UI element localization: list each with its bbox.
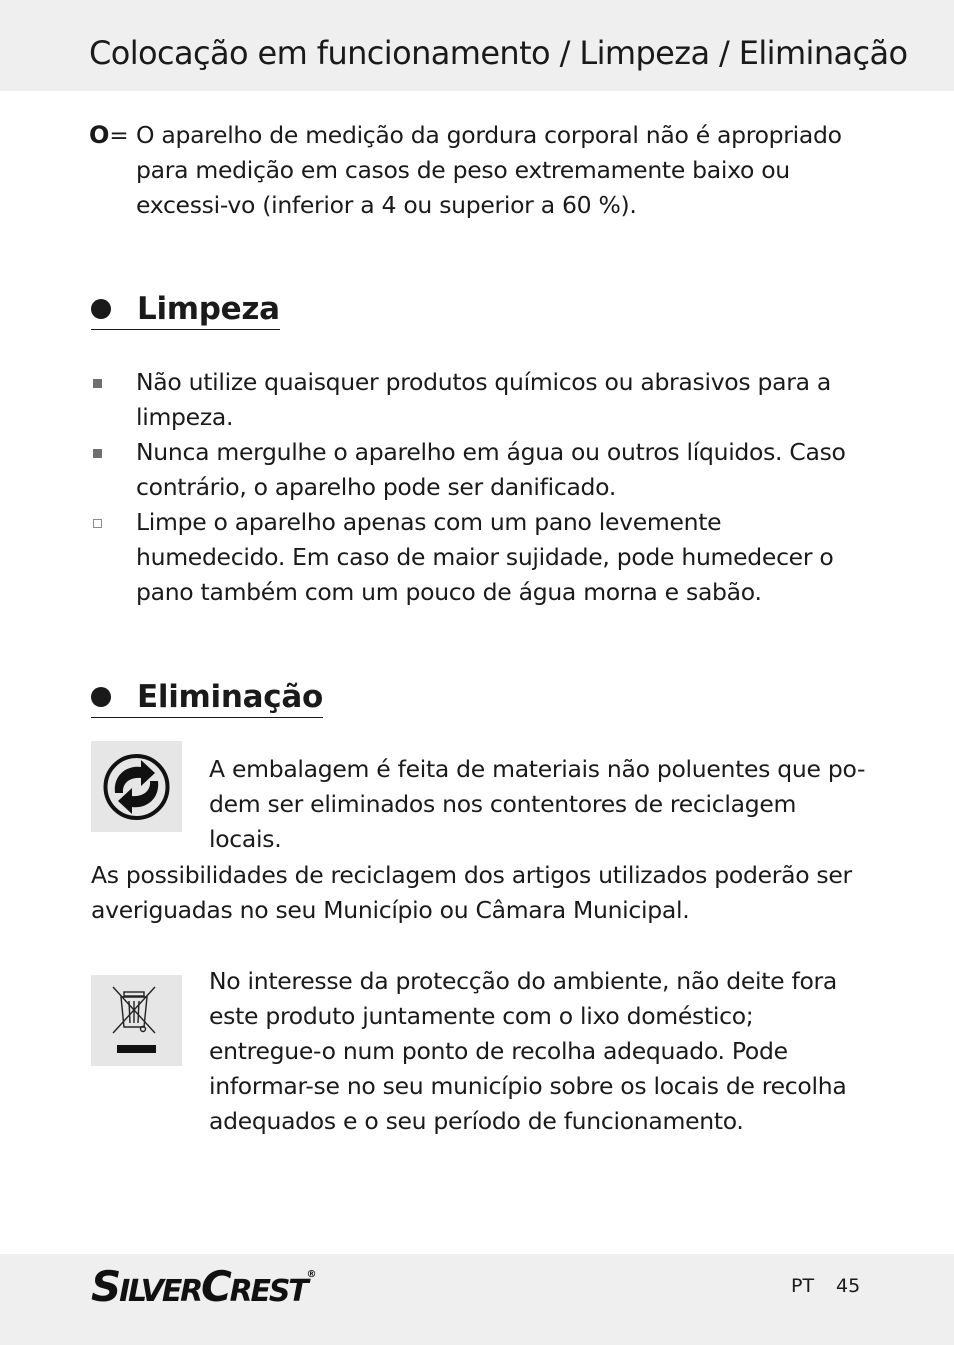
silvercrest-logo: SILVERCREST® [91,1262,317,1311]
weee-text: No interesse da protecção do ambiente, não deite fora este produto juntamente com o lixo doméstico; entregue-o num ponto de recolha adequado. Pode informar-se no seu município sobre os locais de recolha adequados e o seu período de funcionamento. [209,967,847,1135]
list-item [89,365,869,435]
list-item-text: Limpe o aparelho apenas com um pano levemente humedecido. Em caso de maior sujidade, pode humedecer o pano também com um pouco de água morna e sabão. [136,508,834,606]
filled-square-bullet-icon [93,379,102,388]
limpeza-list [89,365,869,610]
list-item [89,435,869,505]
limpeza-heading [91,290,280,330]
hollow-square-bullet-icon [93,519,102,528]
page-header [0,0,954,91]
list-item [89,505,869,610]
intro-note [89,118,869,223]
crossed-out-wheelie-bin-icon [91,975,182,1066]
page-language: PT [791,1275,815,1297]
filled-square-bullet-icon [93,449,102,458]
limpeza-heading-text: Limpeza [137,291,280,327]
bullet-dot-icon [91,687,111,707]
list-item-text: Nunca mergulhe o aparelho em água ou outros líquidos. Caso contrário, o aparelho pode ser danificado. [136,438,846,501]
packaging-text: A embalagem é feita de materiais não poluentes que po-dem ser eliminados nos contentores de reciclagem locais. [209,755,866,853]
bullet-dot-icon [91,299,111,319]
eliminacao-heading-text: Eliminação [137,679,323,715]
symbol-letter: O [89,121,110,149]
symbol-equals: = [109,123,129,149]
page-number: 45 [836,1275,861,1297]
intro-text: O aparelho de medição da gordura corporal não é apropriado para medição em casos de peso extremamente baixo ou excessi-vo (inferior a 4 ou superior a 60 %). [136,121,842,219]
symbol-legend [89,118,129,154]
eliminacao-heading [91,678,323,718]
list-item-text: Não utilize quaisquer produtos químicos ou abrasivos para a limpeza. [136,368,831,431]
page-title: Colocação em funcionamento / Limpeza / Eliminação [89,34,908,72]
recycling-paragraph: As possibilidades de reciclagem dos artigos utilizados poderão ser averiguadas no seu Município ou Câmara Municipal. [91,861,852,924]
green-dot-recycling-icon [91,741,182,832]
